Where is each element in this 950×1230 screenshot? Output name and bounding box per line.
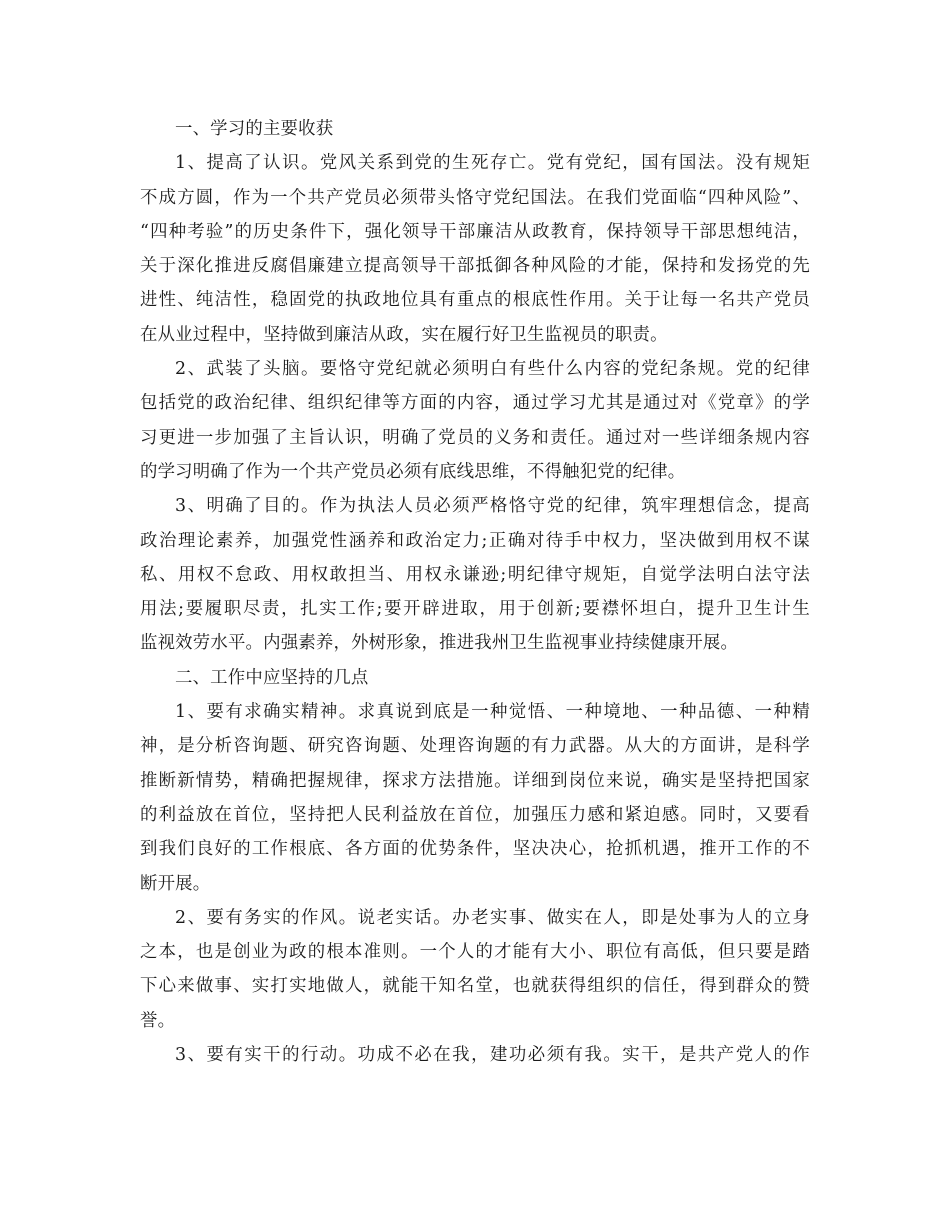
text-line: 监视效劳水平。内强素养，外树形象，推进我州卫生监视事业持续健康开展。: [140, 633, 739, 654]
text-line: 习更进一步加强了主旨认识，明确了党员的义务和责任。通过对一些详细条规内容: [140, 427, 810, 448]
text-line: 二、工作中应坚持的几点: [175, 667, 369, 688]
text-line: 神，是分析咨询题、研究咨询题、处理咨询题的有力武器。从大的方面讲，是科学: [140, 736, 810, 757]
text-line: 关于深化推进反腐倡廉建立提高领导干部抵御各种风险的才能，保持和发扬党的先: [140, 256, 810, 277]
text-line: 进性、纯洁性，稳固党的执政地位具有重点的根底性作用。关于让每一名共产党员: [140, 290, 810, 311]
text-line: 3、明确了目的。作为执法人员必须严格恪守党的纪律，筑牢理想信念，提高: [175, 496, 810, 517]
text-line: 到我们良好的工作根底、各方面的优势条件，坚决决心，抢抓机遇，推开工作的不: [140, 839, 810, 860]
text-line: 誉。: [140, 1010, 176, 1031]
text-line: 断开展。: [140, 873, 211, 894]
text-line: 用法;要履职尽责，扎实工作;要开辟进取，用于创新;要襟怀坦白，提升卫生计生: [140, 599, 810, 620]
text-line: 政治理论素养，加强党性涵养和政治定力;正确对待手中权力，坚决做到用权不谋: [140, 530, 810, 551]
text-line: 1、提高了认识。党风关系到党的生死存亡。党有党纪，国有国法。没有规矩: [175, 153, 810, 174]
text-line: 下心来做事、实打实地做人，就能干知名堂，也就获得组织的信任，得到群众的赞: [140, 976, 810, 997]
text-line: “四种考验”的历史条件下，强化领导干部廉洁从政教育，保持领导干部思想纯洁，: [140, 221, 810, 242]
text-line: 1、要有求确实精神。求真说到底是一种觉悟、一种境地、一种品德、一种精: [175, 702, 810, 723]
text-line: 的利益放在首位，坚持把人民利益放在首位，加强压力感和紧迫感。同时，又要看: [140, 804, 810, 825]
text-line: 一、学习的主要收获: [175, 119, 334, 139]
text-line: 3、要有实干的行动。功成不必在我，建功必须有我。实干，是共产党人的作: [175, 1045, 810, 1066]
text-line: 在从业过程中，坚持做到廉洁从政，实在履行好卫生监视员的职责。: [140, 324, 668, 345]
text-line: 推断新情势，精确把握规律，探求方法措施。详细到岗位来说，确实是坚持把国家: [140, 770, 810, 791]
text-line: 私、用权不怠政、用权敢担当、用权永谦逊;明纪律守规矩，自觉学法明白法守法: [140, 564, 810, 585]
text-line: 不成方圆，作为一个共产党员必须带头恪守党纪国法。在我们党面临“四种风险”、: [140, 187, 810, 208]
text-line: 2、武装了头脑。要恪守党纪就必须明白有些什么内容的党纪条规。党的纪律: [175, 359, 810, 380]
text-line: 的学习明确了作为一个共产党员必须有底线思维，不得触犯党的纪律。: [140, 461, 686, 482]
text-line: 包括党的政治纪律、组织纪律等方面的内容，通过学习尤其是通过对《党章》的学: [140, 393, 810, 414]
text-line: 2、要有务实的作风。说老实话。办老实事、做实在人，即是处事为人的立身: [175, 907, 810, 928]
document-page: [140, 112, 810, 1072]
text-line: 之本，也是创业为政的根本准则。一个人的才能有大小、职位有高低，但只要是踏: [140, 942, 810, 963]
